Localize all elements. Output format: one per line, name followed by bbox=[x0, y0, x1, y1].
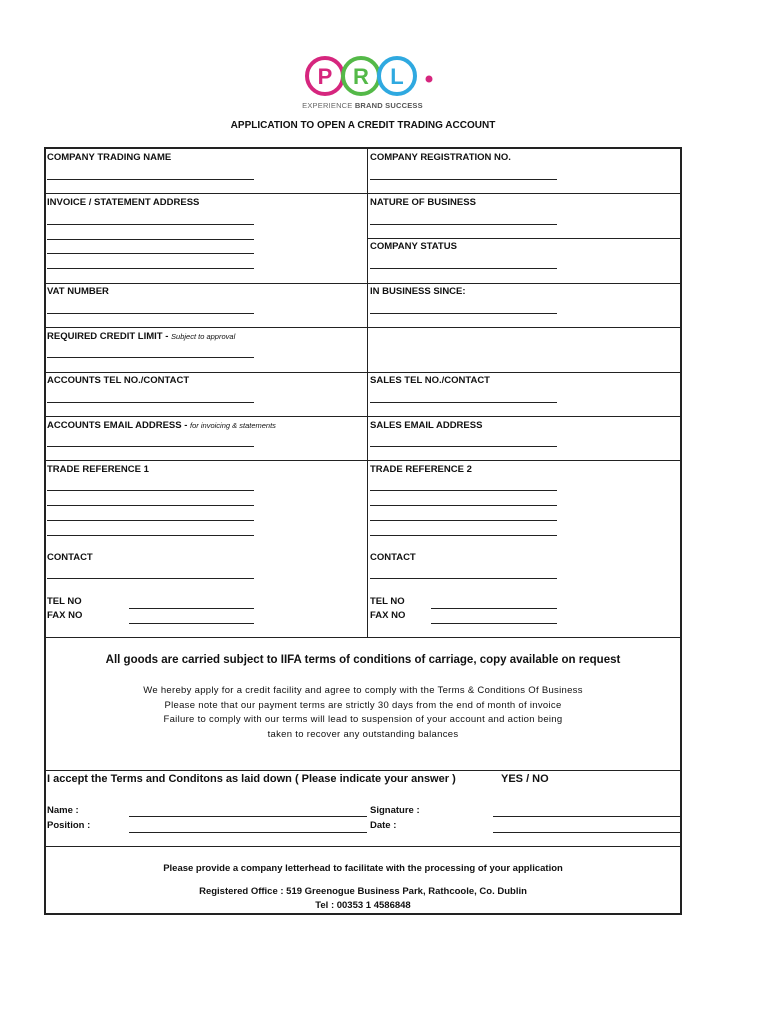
trade-ref-2-line[interactable] bbox=[370, 535, 557, 536]
row-border bbox=[46, 637, 680, 638]
sales-email-line[interactable] bbox=[370, 446, 557, 447]
row-border bbox=[46, 327, 680, 328]
row-border bbox=[46, 460, 680, 461]
credit-limit-note: Subject to approval bbox=[171, 332, 236, 341]
trade-ref-2-line[interactable] bbox=[370, 520, 557, 521]
row-border bbox=[46, 193, 680, 194]
position-line[interactable] bbox=[129, 832, 367, 833]
credit-limit-line[interactable] bbox=[47, 357, 254, 358]
nature-of-business-line[interactable] bbox=[370, 224, 557, 225]
position-label: Position : bbox=[47, 820, 91, 831]
tel-no-1-label: TEL NO bbox=[47, 596, 82, 607]
vat-number-line[interactable] bbox=[47, 313, 254, 314]
row-border bbox=[46, 416, 680, 417]
trade-ref-2-line[interactable] bbox=[370, 505, 557, 506]
fax-no-1-label: FAX NO bbox=[47, 610, 83, 621]
terms-line-2: Please note that our payment terms are strictly 30 days from the end of month of invoice bbox=[164, 700, 562, 711]
contact-1-label: CONTACT bbox=[47, 552, 93, 563]
row-border bbox=[46, 372, 680, 373]
yes-no-answer[interactable]: YES / NO bbox=[501, 773, 549, 785]
credit-limit-label bbox=[47, 331, 235, 342]
row-border bbox=[46, 770, 680, 771]
contact-2-line[interactable] bbox=[370, 578, 557, 579]
tel-no-1-line[interactable] bbox=[129, 608, 254, 609]
terms-heading: All goods are carried subject to IIFA terms of conditions of carriage, copy available on request bbox=[105, 654, 621, 666]
trade-ref-1-line[interactable] bbox=[47, 520, 254, 521]
company-registration-label: COMPANY REGISTRATION NO. bbox=[370, 152, 511, 163]
sales-email-label: SALES EMAIL ADDRESS bbox=[370, 420, 483, 431]
company-trading-name-line[interactable] bbox=[47, 179, 254, 180]
trade-ref-1-line[interactable] bbox=[47, 505, 254, 506]
column-divider bbox=[367, 149, 368, 637]
tagline-light: EXPERIENCE bbox=[302, 101, 353, 110]
letterhead-request: Please provide a company letterhead to facilitate with the processing of your application bbox=[163, 863, 563, 874]
date-label: Date : bbox=[370, 820, 397, 831]
trade-ref-1-line[interactable] bbox=[47, 535, 254, 536]
logo-letter-r: R bbox=[353, 64, 369, 89]
invoice-address-line[interactable] bbox=[47, 239, 254, 240]
signature-label: Signature : bbox=[370, 805, 420, 816]
nature-of-business-label: NATURE OF BUSINESS bbox=[370, 197, 476, 208]
name-line[interactable] bbox=[129, 816, 367, 817]
trade-ref-2-line[interactable] bbox=[370, 490, 557, 491]
sales-tel-label: SALES TEL NO./CONTACT bbox=[370, 375, 490, 386]
row-border bbox=[46, 846, 680, 847]
invoice-address-line[interactable] bbox=[47, 224, 254, 225]
credit-application-form bbox=[44, 147, 682, 915]
sales-tel-line[interactable] bbox=[370, 402, 557, 403]
office-phone: Tel : 00353 1 4586848 bbox=[315, 900, 411, 911]
company-status-line[interactable] bbox=[370, 268, 557, 269]
row-border bbox=[367, 238, 680, 239]
fax-no-2-label: FAX NO bbox=[370, 610, 406, 621]
trade-ref-1-line[interactable] bbox=[47, 490, 254, 491]
page-title: APPLICATION TO OPEN A CREDIT TRADING ACCOUNT bbox=[230, 120, 496, 131]
registered-office: Registered Office : 519 Greenogue Business Park, Rathcoole, Co. Dublin bbox=[199, 886, 527, 897]
tel-no-2-label: TEL NO bbox=[370, 596, 405, 607]
signature-line[interactable] bbox=[493, 816, 680, 817]
vat-number-label: VAT NUMBER bbox=[47, 286, 109, 297]
logo-letter-p: P bbox=[317, 64, 333, 89]
tagline-bold: BRAND SUCCESS bbox=[354, 101, 423, 110]
invoice-address-line[interactable] bbox=[47, 253, 254, 254]
name-label: Name : bbox=[47, 805, 79, 816]
invoice-address-line[interactable] bbox=[47, 268, 254, 269]
tel-no-2-line[interactable] bbox=[431, 608, 557, 609]
terms-line-3: Failure to comply with our terms will lead to suspension of your account and action being bbox=[163, 714, 563, 725]
company-registration-line[interactable] bbox=[370, 179, 557, 180]
terms-line-1: We hereby apply for a credit facility and agree to comply with the Terms & Conditions Of Business bbox=[143, 685, 583, 696]
logo-dot bbox=[426, 76, 433, 83]
logo-letter-l: L bbox=[390, 64, 404, 89]
credit-limit-text: REQUIRED CREDIT LIMIT - bbox=[47, 331, 172, 342]
accounts-tel-line[interactable] bbox=[47, 402, 254, 403]
date-line[interactable] bbox=[493, 832, 680, 833]
contact-1-line[interactable] bbox=[47, 578, 254, 579]
brand-tagline bbox=[300, 101, 425, 110]
accounts-email-line[interactable] bbox=[47, 446, 254, 447]
company-status-label: COMPANY STATUS bbox=[370, 241, 457, 252]
accept-statement: I accept the Terms and Conditons as laid down ( Please indicate your answer ) bbox=[47, 773, 456, 785]
fax-no-2-line[interactable] bbox=[431, 623, 557, 624]
trade-reference-1-label: TRADE REFERENCE 1 bbox=[47, 464, 149, 475]
accounts-email-label bbox=[47, 420, 276, 431]
invoice-address-label: INVOICE / STATEMENT ADDRESS bbox=[47, 197, 200, 208]
accounts-email-note: for invoicing & statements bbox=[190, 421, 276, 430]
contact-2-label: CONTACT bbox=[370, 552, 416, 563]
company-trading-name-label: COMPANY TRADING NAME bbox=[47, 152, 172, 163]
trade-reference-2-label: TRADE REFERENCE 2 bbox=[370, 464, 472, 475]
in-business-since-label: IN BUSINESS SINCE: bbox=[370, 286, 466, 297]
in-business-since-line[interactable] bbox=[370, 313, 557, 314]
terms-line-4: taken to recover any outstanding balances bbox=[267, 729, 459, 740]
accounts-email-text: ACCOUNTS EMAIL ADDRESS - bbox=[47, 420, 191, 431]
accounts-tel-label: ACCOUNTS TEL NO./CONTACT bbox=[47, 375, 190, 386]
fax-no-1-line[interactable] bbox=[129, 623, 254, 624]
row-border bbox=[46, 283, 680, 284]
